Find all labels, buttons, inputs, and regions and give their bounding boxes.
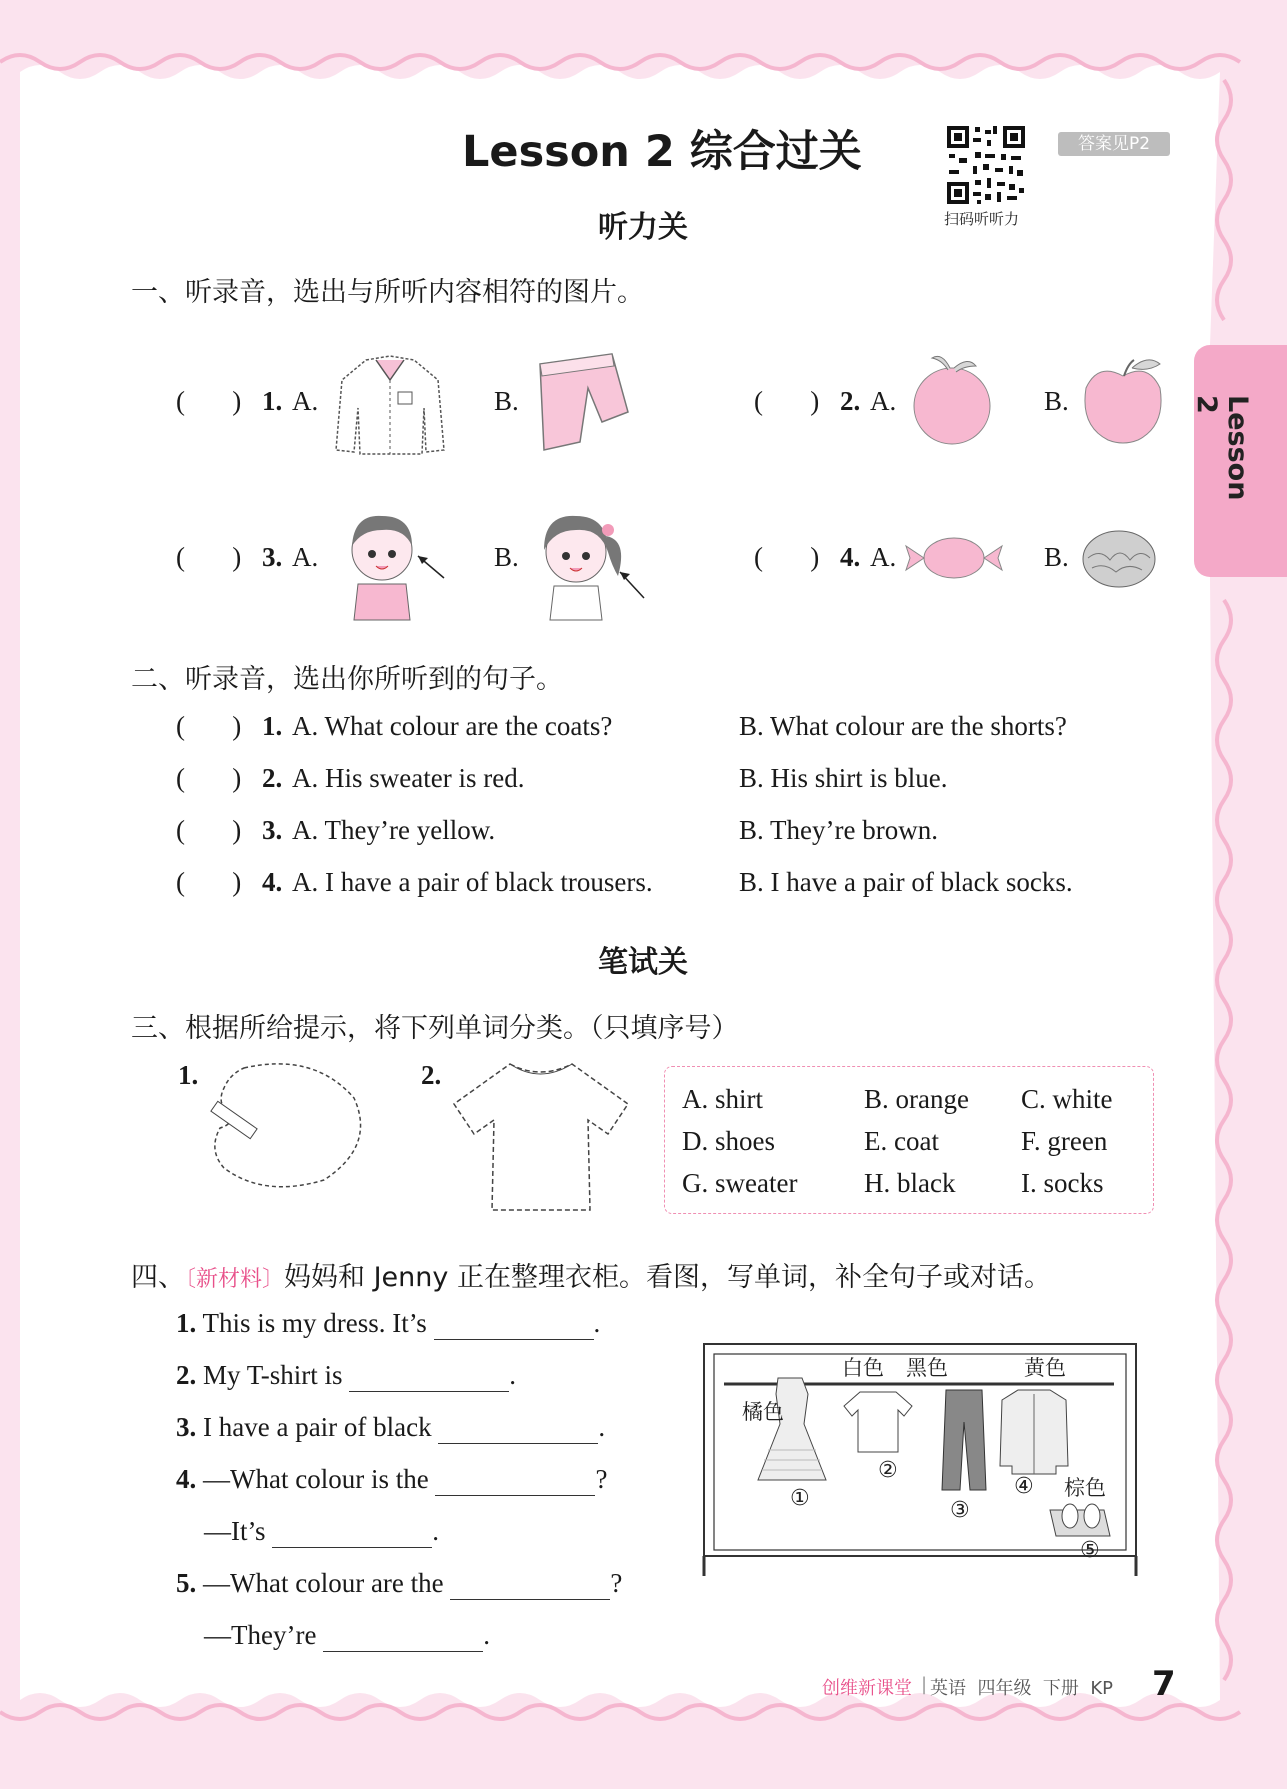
word-choice: H. black (864, 1168, 956, 1198)
p4-q2: 2. My T-shirt is . (176, 1360, 517, 1390)
p1-q3-a[interactable]: A. (292, 542, 319, 572)
label-white: 白色 (842, 1356, 884, 1380)
label-yellow: 黄色 (1024, 1356, 1066, 1380)
part3-pic1-label: 1. (178, 1060, 199, 1090)
part4-heading-row (131, 1255, 1051, 1294)
writing-heading: 笔试关 (598, 945, 688, 980)
p2-q1-num: 1. (262, 711, 283, 741)
answer-blank[interactable] (323, 1620, 483, 1652)
p1-q4-a[interactable]: A. (870, 542, 897, 572)
p1-q1-b[interactable]: B. (494, 386, 519, 416)
page-title: Lesson 2 综合过关 (462, 127, 862, 177)
word-choice: C. white (1021, 1084, 1113, 1114)
tshirt-icon (450, 1058, 632, 1214)
footer-info: 英语 四年级 下册 KP (930, 1678, 1113, 1699)
p2-q3-a[interactable]: A. They’re yellow. (292, 815, 496, 845)
p1-q2-num: 2. (840, 386, 861, 416)
word-choice: D. shoes (682, 1126, 775, 1156)
p4-q4-reply: —It’s . (204, 1516, 440, 1546)
walnut-icon[interactable] (1080, 528, 1158, 590)
shirt-icon[interactable] (326, 350, 454, 462)
p2-q2-a[interactable]: A. His sweater is red. (292, 763, 525, 793)
answer-blank[interactable] (349, 1360, 509, 1392)
new-material-tag: 〔新材料〕 (185, 1267, 285, 1292)
p1-q2-b[interactable]: B. (1044, 386, 1069, 416)
answer-paren[interactable]: ( ) (176, 542, 242, 572)
footer-divider: | (921, 1674, 928, 1695)
label-n5: ⑤ (1080, 1538, 1100, 1563)
p1-q3-b[interactable]: B. (494, 542, 519, 572)
label-brown: 棕色 (1064, 1476, 1106, 1500)
answer-paren[interactable]: ( ) (176, 867, 242, 897)
orange-icon[interactable] (902, 350, 1002, 450)
label-n3: ③ (950, 1498, 970, 1523)
answer-paren[interactable]: ( ) (176, 763, 242, 793)
label-n4: ④ (1014, 1474, 1034, 1499)
p2-q2-num: 2. (262, 763, 283, 793)
listening-heading: 听力关 (598, 210, 688, 245)
p4-q1: 1. This is my dress. It’s . (176, 1308, 601, 1338)
p1-q4-num: 4. (840, 542, 861, 572)
word-choice: G. sweater (682, 1168, 798, 1198)
p4-q5: 5. —What colour are the ? (176, 1568, 623, 1598)
label-orange: 橘色 (742, 1400, 784, 1424)
p4-q3: 3. I have a pair of black . (176, 1412, 606, 1442)
part2-heading: 二、听录音，选出你所听到的句子。 (131, 664, 563, 695)
label-n1: ① (790, 1486, 810, 1511)
apple-icon[interactable] (1078, 354, 1168, 446)
candy-icon[interactable] (902, 530, 1006, 586)
footer-brand: 创维新课堂 (822, 1678, 912, 1699)
answer-paren[interactable]: ( ) (754, 542, 820, 572)
boy-ear-icon[interactable] (338, 506, 448, 622)
p1-q1-a[interactable]: A. (292, 386, 319, 416)
answer-blank[interactable] (438, 1412, 598, 1444)
part3-heading: 三、根据所给提示，将下列单词分类。（只填序号） (131, 1013, 739, 1044)
word-choice: I. socks (1021, 1168, 1104, 1198)
answer-badge: 答案见P2 (1058, 132, 1170, 156)
p1-q2-a[interactable]: A. (870, 386, 897, 416)
part1-heading: 一、听录音，选出与所听内容相符的图片。 (131, 277, 644, 308)
word-choice: F. green (1021, 1126, 1108, 1156)
part4-heading: 妈妈和 Jenny 正在整理衣柜。看图，写单词，补全句子或对话。 (284, 1262, 1051, 1293)
shorts-icon[interactable] (532, 352, 632, 452)
p2-q4-b[interactable]: B. I have a pair of black socks. (739, 867, 1073, 897)
word-choice: E. coat (864, 1126, 939, 1156)
p1-q3-num: 3. (262, 542, 283, 572)
answer-blank[interactable] (450, 1568, 610, 1600)
answer-blank[interactable] (434, 1308, 594, 1340)
p2-q3-num: 3. (262, 815, 283, 845)
p4-q4: 4. —What colour is the ? (176, 1464, 608, 1494)
word-choice: B. orange (864, 1084, 969, 1114)
part3-pic2-label: 2. (421, 1060, 442, 1090)
qr-code-icon[interactable] (945, 124, 1027, 206)
answer-blank[interactable] (272, 1516, 432, 1548)
answer-blank[interactable] (435, 1464, 595, 1496)
word-choice: A. shirt (682, 1084, 763, 1114)
part4-prefix: 四、 (131, 1262, 185, 1293)
p1-q1-num: 1. (262, 386, 283, 416)
qr-caption: 扫码听听力 (944, 210, 1020, 228)
label-black: 黑色 (906, 1356, 948, 1380)
p2-q3-b[interactable]: B. They’re brown. (739, 815, 938, 845)
answer-paren[interactable]: ( ) (176, 815, 242, 845)
answer-paren[interactable]: ( ) (754, 386, 820, 416)
lesson-side-tab-label: Lesson 2 (1191, 395, 1253, 501)
p4-q5-reply: —They’re . (204, 1620, 490, 1650)
label-n2: ② (878, 1458, 898, 1483)
page-number: 7 (1152, 1664, 1176, 1704)
answer-paren[interactable]: ( ) (176, 386, 242, 416)
palette-icon (204, 1058, 370, 1190)
answer-paren[interactable]: ( ) (176, 711, 242, 741)
p2-q4-num: 4. (262, 867, 283, 897)
p2-q1-a[interactable]: A. What colour are the coats? (292, 711, 613, 741)
p1-q4-b[interactable]: B. (1044, 542, 1069, 572)
p2-q4-a[interactable]: A. I have a pair of black trousers. (292, 867, 653, 897)
girl-hair-icon[interactable] (532, 506, 648, 622)
p2-q2-b[interactable]: B. His shirt is blue. (739, 763, 948, 793)
p2-q1-b[interactable]: B. What colour are the shorts? (739, 711, 1067, 741)
